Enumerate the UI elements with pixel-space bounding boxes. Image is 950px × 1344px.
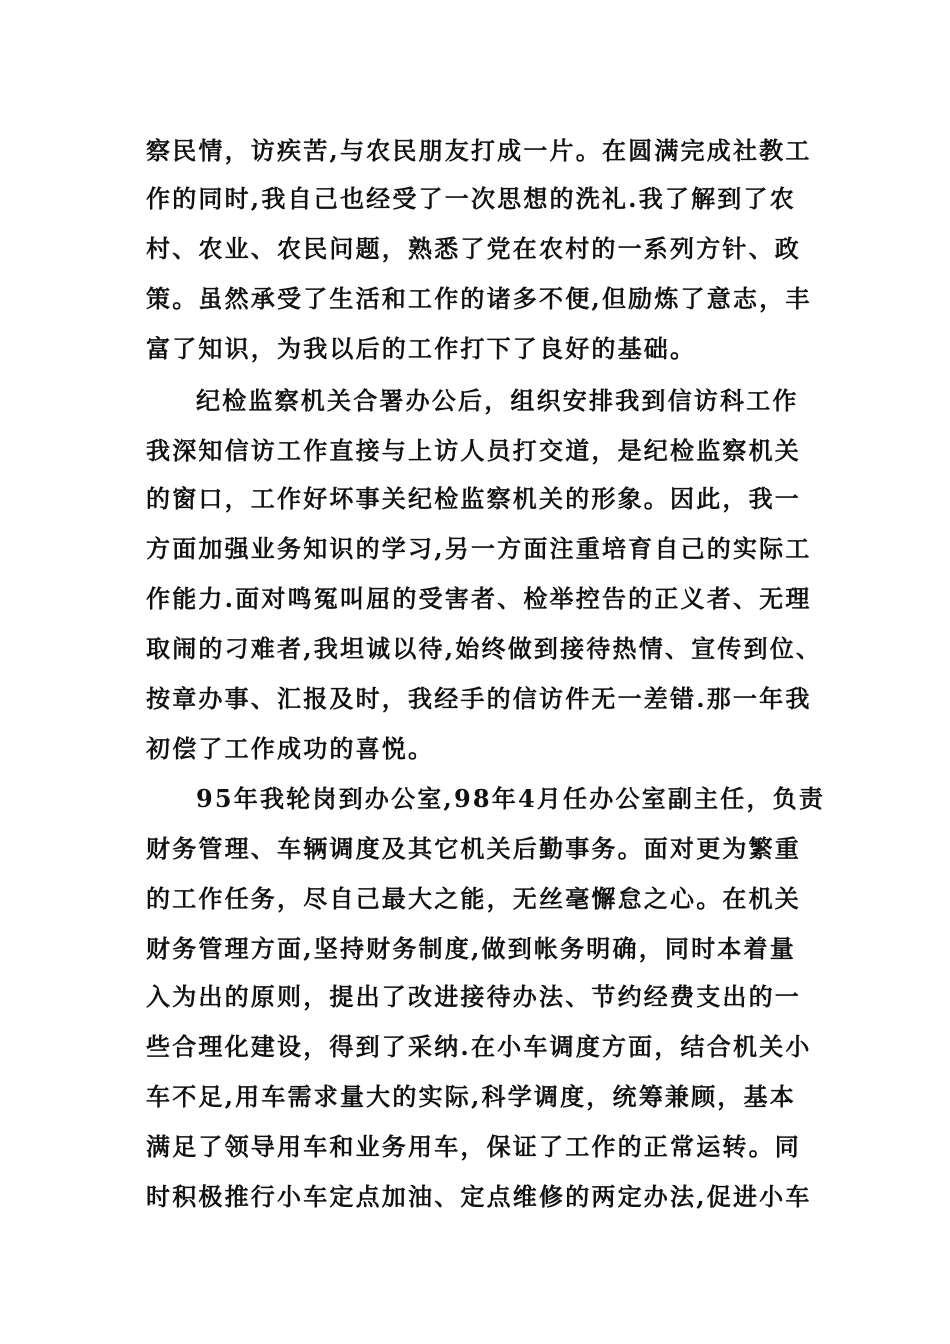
text-line: 时积极推行小车定点加油、定点维修的两定办法,促进小车 <box>146 1182 812 1211</box>
text-line: 初偿了工作成功的喜悦。 <box>146 734 435 763</box>
text-line: 察民情，访疾苦,与农民朋友打成一片。在圆满完成社教工 <box>146 136 812 165</box>
paragraph-first-line: 纪检监察机关合署办公后，组织安排我到信访科工作 <box>196 386 799 415</box>
text-line: 取闹的刁难者,我坦诚以待,始终做到接待热情、宣传到位、 <box>146 634 823 663</box>
text-line: 的窗口，工作好坏事关纪检监察机关的形象。因此，我一 <box>146 484 801 513</box>
text-line: 些合理化建设，得到了采纳.在小车调度方面，结合机关小 <box>146 1032 812 1061</box>
text-line: 车不足,用车需求量大的实际,科学调度，统筹兼顾，基本 <box>146 1082 796 1111</box>
text-line: 满足了领导用车和业务用车，保证了工作的正常运转。同 <box>146 1132 801 1161</box>
text-line: 财务管理方面,坚持财务制度,做到帐务明确，同时本着量 <box>146 934 796 963</box>
text-line: 村、农业、农民问题，熟悉了党在农村的一系列方针、政 <box>146 234 801 263</box>
paragraph-first-line: 95年我轮岗到办公室,98年4月任办公室副主任，负责 <box>196 784 826 813</box>
text-line: 富了知识，为我以后的工作打下了良好的基础。 <box>146 334 697 363</box>
text-line: 作能力.面对鸣冤叫屈的受害者、检举控告的正义者、无理 <box>146 584 812 613</box>
text-line: 作的同时,我自己也经受了一次思想的洗礼.我了解到了农 <box>146 184 796 213</box>
text-line: 的工作任务，尽自己最大之能，无丝毫懈怠之心。在机关 <box>146 884 801 913</box>
text-line: 入为出的原则，提出了改进接待办法、节约经费支出的一 <box>146 982 801 1011</box>
text-line: 财务管理、车辆调度及其它机关后勤事务。面对更为繁重 <box>146 834 801 863</box>
text-line: 我深知信访工作直接与上访人员打交道，是纪检监察机关 <box>146 436 801 465</box>
text-line: 策。虽然承受了生活和工作的诸多不便,但励炼了意志，丰 <box>146 284 812 313</box>
text-line: 按章办事、汇报及时，我经手的信访件无一差错.那一年我 <box>146 684 812 713</box>
text-line: 方面加强业务知识的学习,另一方面注重培育自己的实际工 <box>146 534 812 563</box>
